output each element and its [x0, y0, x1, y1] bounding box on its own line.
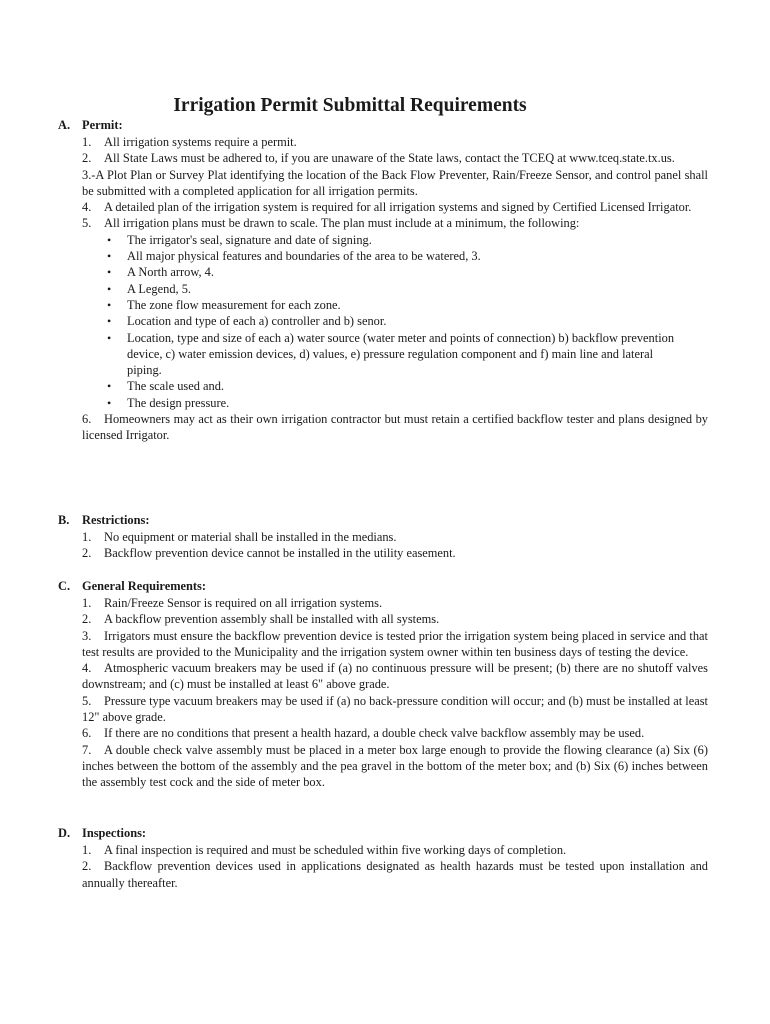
- list-item: [82, 595, 708, 611]
- item-number: 1.: [82, 843, 92, 857]
- section-heading: [58, 512, 708, 529]
- item-number: 5.: [82, 693, 92, 708]
- bullet-item: • The irrigator's seal, signature and date of signing.: [127, 232, 708, 248]
- item-number: 7.: [82, 742, 92, 757]
- item-text: A detailed plan of the irrigation system is required for all irrigation systems and signed by Certified Licensed Irrigator.: [104, 200, 692, 215]
- item-number: 1.: [82, 530, 92, 544]
- list-item: [82, 134, 708, 150]
- list-item: [82, 215, 708, 231]
- item-text: Atmospheric vacuum breakers may be used if (a) no continuous pressure will be present; (b) there are no shutoff valves downstream; and (c) must be installed at least 6" above grade.: [82, 661, 708, 692]
- item-number: 2.: [82, 546, 92, 561]
- list-item: [82, 660, 708, 693]
- item-text: Rain/Freeze Sensor is required on all irrigation systems.: [104, 596, 383, 610]
- item-number: 4.: [82, 200, 92, 215]
- bullet-item: • Location and type of each a) controller and b) senor.: [127, 313, 708, 329]
- list-item: [82, 742, 708, 791]
- item-text: A Plot Plan or Survey Plat identifying the location of the Back Flow Preventer, Rain/Freeze Sensor, and control panel shall be submitted with a completed application for all irrigation permits.: [82, 167, 708, 198]
- item-text: Pressure type vacuum breakers may be used if (a) no back-pressure condition will occur; and (b) must be installed at least 12" above grade.: [82, 693, 708, 725]
- bullet-item: • A Legend, 5.: [127, 281, 708, 297]
- item-number: 1.: [82, 596, 92, 610]
- item-number: 6.: [82, 726, 92, 741]
- list-item: [82, 411, 708, 444]
- bullet-item: • Location, type and size of each a) water source (water meter and points of connection) b) backflow prevention device, c) water emission devices, d) values, e) pressure regulation component and f) main line and lateral piping.: [127, 330, 708, 379]
- page-title: Irrigation Permit Submittal Requirements: [173, 95, 527, 116]
- section-general-requirements: [58, 578, 708, 791]
- section-heading: [58, 578, 708, 595]
- section-title: General Requirements:: [82, 579, 206, 593]
- section-restrictions: [58, 512, 708, 562]
- item-text: Homeowners may act as their own irrigation contractor but must retain a certified backflow tester and plans designed by licensed Irrigator.: [82, 412, 708, 443]
- section-letter: D.: [58, 826, 71, 840]
- item-number: 6.: [82, 412, 92, 427]
- list-item: [82, 199, 708, 215]
- item-text: Backflow prevention devices used in applications designated as health hazards must be tested upon installation and annually thereafter.: [82, 859, 708, 890]
- list-item: [82, 529, 708, 545]
- item-number: 2.: [82, 612, 92, 627]
- section-heading: [58, 825, 708, 842]
- bullet-item: • All major physical features and boundaries of the area to be watered, 3.: [127, 248, 708, 264]
- item-text: No equipment or material shall be installed in the medians.: [104, 530, 397, 544]
- item-text: A backflow prevention assembly shall be installed with all systems.: [104, 612, 440, 627]
- list-item: [82, 150, 708, 166]
- bullet-item: • The design pressure.: [127, 395, 708, 411]
- item-number: 4.: [82, 661, 92, 676]
- section-title: Inspections:: [82, 826, 147, 840]
- section-letter: A.: [58, 118, 71, 132]
- item-number: 2.: [82, 151, 92, 166]
- section-heading: [58, 117, 708, 134]
- item-text: All irrigation systems require a permit.: [104, 135, 297, 149]
- list-item: [82, 725, 708, 741]
- bullet-item: • The scale used and.: [127, 378, 708, 394]
- list-item: [82, 842, 708, 858]
- section-title: Restrictions:: [82, 513, 150, 527]
- item-text: A final inspection is required and must be scheduled within five working days of completion.: [104, 843, 567, 857]
- section-permit: [58, 117, 708, 444]
- bullet-list: [58, 232, 708, 411]
- bullet-item: • The zone flow measurement for each zone.: [127, 297, 708, 313]
- item-number: 1.: [82, 135, 92, 149]
- list-item: [82, 693, 708, 726]
- item-text: Backflow prevention device cannot be installed in the utility easement.: [104, 546, 456, 561]
- item-number: 2.: [82, 859, 92, 874]
- item-number: 3.-: [82, 167, 96, 182]
- list-item: [82, 611, 708, 627]
- list-item: [82, 628, 708, 661]
- section-letter: C.: [58, 579, 71, 593]
- item-number: 5.: [82, 216, 92, 231]
- section-inspections: [58, 825, 708, 891]
- list-item: [82, 167, 708, 200]
- item-text: All irrigation plans must be drawn to scale. The plan must include at a minimum, the following:: [104, 216, 580, 231]
- item-text: If there are no conditions that present a health hazard, a double check valve backflow assembly may be used.: [104, 726, 645, 741]
- section-letter: B.: [58, 513, 70, 527]
- list-item: [82, 858, 708, 891]
- item-text: All State Laws must be adhered to, if you are unaware of the State laws, contact the TCEQ at www.tceq.state.tx.us.: [104, 151, 675, 166]
- list-item: [82, 545, 708, 561]
- section-title: Permit:: [82, 118, 123, 132]
- item-text: Irrigators must ensure the backflow prevention device is tested prior the irrigation system being placed in service and that test results are provided to the Municipality and the irrigation system owner within ten business days of testing the device.: [82, 628, 708, 659]
- item-number: 3.: [82, 628, 92, 643]
- item-text: A double check valve assembly must be placed in a meter box large enough to provide the flowing clearance (a) Six (6) inches between the bottom of the assembly and the pea gravel in the bottom of the meter box; and (b) Six (6) inches between the assembly test cock and the side of meter box.: [82, 742, 708, 790]
- bullet-item: • A North arrow, 4.: [127, 264, 708, 280]
